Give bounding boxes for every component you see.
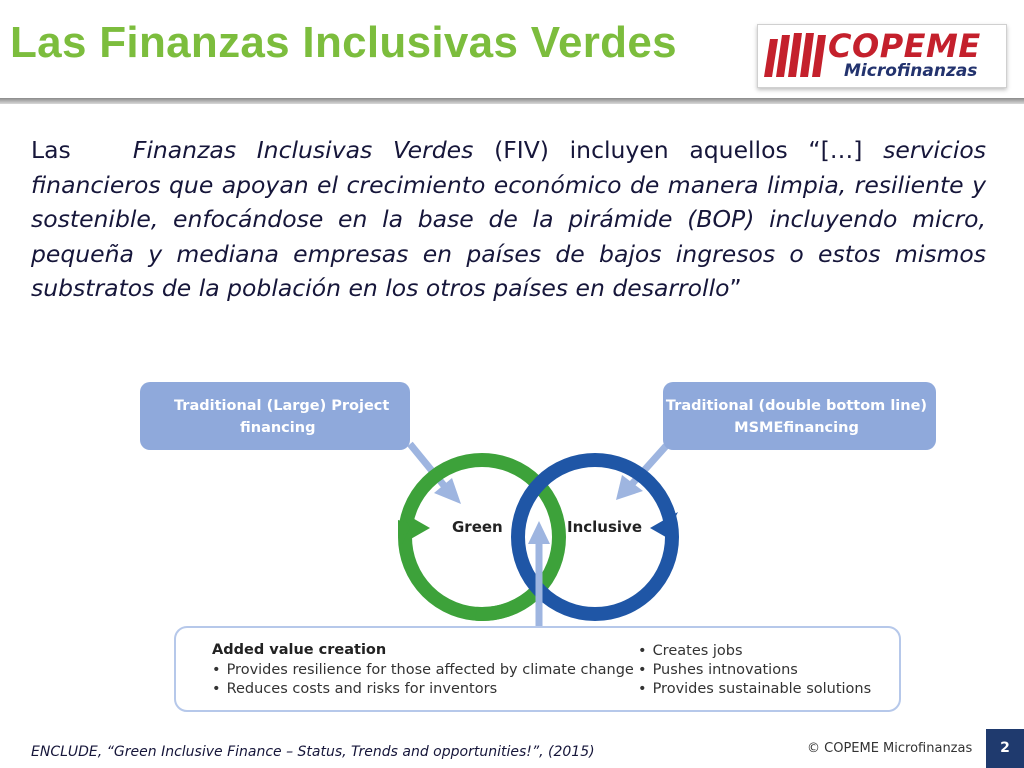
list-item: • Pushes intnovations bbox=[638, 661, 871, 680]
list-item: • Provides resilience for those affected by climate change bbox=[212, 661, 634, 680]
copyright: © COPEME Microfinanzas bbox=[807, 741, 973, 756]
definition-term: Finanzas Inclusivas Verdes bbox=[132, 136, 474, 164]
box-left-line2: financing bbox=[240, 420, 316, 436]
value-creation-box bbox=[174, 626, 901, 712]
box-traditional-project bbox=[140, 382, 410, 450]
value-heading: Added value creation bbox=[212, 642, 387, 658]
logo-name: COPEME bbox=[828, 27, 981, 65]
list-item: • Reduces costs and risks for inventors bbox=[212, 680, 634, 699]
page-title: Las Finanzas Inclusivas Verdes bbox=[10, 18, 677, 67]
inclusive-label: Inclusive bbox=[567, 518, 642, 536]
box-right-line1: Traditional (double bottom line) bbox=[665, 398, 928, 414]
list-item: • Creates jobs bbox=[638, 642, 871, 661]
citation: ENCLUDE, “Green Inclusive Finance – Status, Trends and opportunities!”, (2015) bbox=[31, 744, 595, 760]
logo-subtitle: Microfinanzas bbox=[844, 61, 978, 81]
box-right-line2: MSMEfinancing bbox=[734, 420, 859, 436]
value-list-left bbox=[212, 661, 634, 699]
box-left-line1: Traditional (Large) Project bbox=[174, 398, 390, 414]
green-label: Green bbox=[452, 518, 503, 536]
value-list-right bbox=[638, 642, 871, 699]
list-item: • Provides sustainable solutions bbox=[638, 680, 871, 699]
definition-mid: (FIV) incluyen aquellos “[…] bbox=[473, 136, 884, 164]
definition-tail: ” bbox=[729, 274, 742, 302]
value-arrow-head bbox=[528, 521, 550, 544]
green-ring-overlap bbox=[476, 595, 534, 615]
definition-quote: servicios financieros que apoyan el crecimiento económico de manera limpia, resiliente y sostenible, enfocándose en la base de la pirámide (BOP) incluyendo micro, pequeña y mediana empresas en países de bajos ingresos o estos mismos substratos de la población en los otros países en desarrollo bbox=[31, 136, 986, 302]
page-number: 2 bbox=[986, 729, 1024, 768]
definition-lead: Las bbox=[31, 136, 71, 164]
box-traditional-msme bbox=[663, 382, 936, 450]
